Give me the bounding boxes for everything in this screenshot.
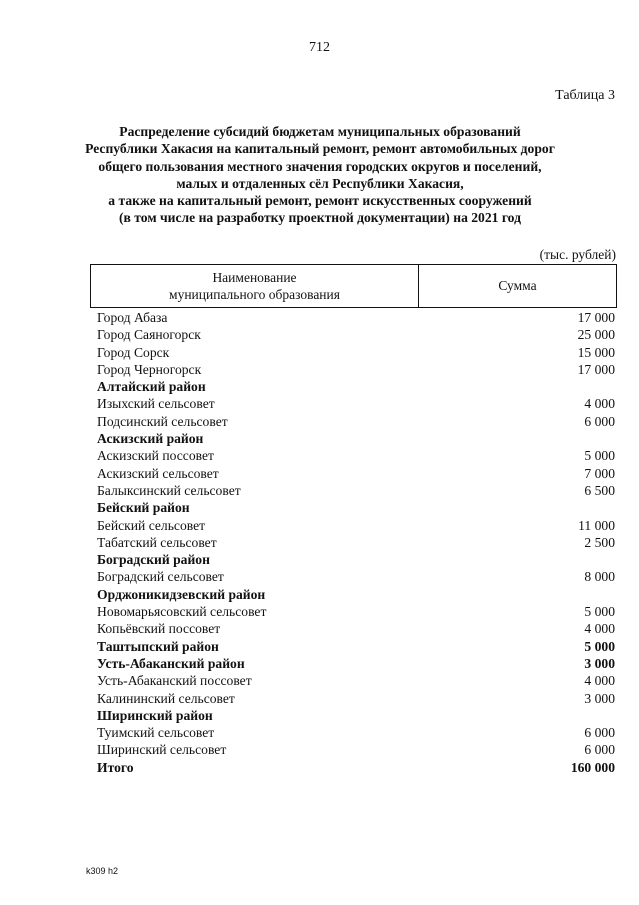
- table-row: [97, 447, 615, 464]
- title-line: Распределение субсидий бюджетам муниципальных образований: [119, 124, 521, 139]
- document-title: [78, 123, 562, 227]
- row-sum: 4 000: [584, 396, 615, 412]
- row-name: Табатский сельсовет: [97, 534, 217, 550]
- row-name: Усть-Абаканский район: [97, 655, 245, 671]
- row-name: Туимский сельсовет: [97, 725, 215, 741]
- row-name: Изыхский сельсовет: [97, 396, 215, 412]
- page-number: 712: [309, 40, 330, 55]
- table-row: [97, 309, 615, 326]
- row-sum: 25 000: [577, 327, 615, 343]
- row-name: Орджоникидзевский район: [97, 586, 266, 602]
- row-sum: 6 000: [584, 742, 615, 758]
- table-row: [97, 603, 615, 620]
- table-row: [97, 361, 615, 378]
- title-line: Республики Хакасия на капитальный ремонт, ремонт автомобильных дорог: [85, 141, 555, 157]
- row-name: Бейский район: [97, 500, 190, 516]
- row-sum: 5 000: [584, 604, 615, 620]
- row-name: Копьёвский поссовет: [97, 621, 221, 637]
- row-name: Алтайский район: [97, 379, 206, 395]
- row-name: Аскизский поссовет: [97, 448, 214, 464]
- row-sum: 4 000: [584, 621, 615, 637]
- row-name: Аскизский район: [97, 431, 204, 447]
- table-row: [97, 620, 615, 637]
- table-row: [97, 672, 615, 689]
- row-name: Подсинский сельсовет: [97, 413, 228, 429]
- row-name: Новомарьясовский сельсовет: [97, 604, 267, 620]
- title-line: общего пользования местного значения городских округов и поселений,: [98, 158, 542, 174]
- units-label: (тыс. рублей): [539, 247, 616, 262]
- row-sum: 17 000: [577, 361, 615, 377]
- row-sum: 3 000: [584, 655, 615, 671]
- row-name: Балыксинский сельсовет: [97, 482, 241, 498]
- row-name: Бейский сельсовет: [97, 517, 206, 533]
- table-row: [97, 499, 615, 516]
- row-name: Калининский сельсовет: [97, 690, 235, 706]
- row-name: Боградский сельсовет: [97, 569, 224, 585]
- title-line: (в том числе на разработку проектной документации) на 2021 год: [119, 210, 521, 226]
- title-line: малых и отдаленных сёл Республики Хакасия,: [176, 175, 464, 191]
- row-sum: 160 000: [570, 759, 615, 775]
- row-name: Ширинский сельсовет: [97, 742, 227, 758]
- row-name: Город Абаза: [97, 310, 168, 325]
- footer-code: k309 h2: [86, 866, 119, 876]
- row-name: Город Сорск: [97, 344, 170, 360]
- table-row: [97, 690, 615, 707]
- row-sum: 4 000: [584, 673, 615, 689]
- table-label: Таблица 3: [555, 88, 615, 103]
- row-name: Город Черногорск: [97, 361, 202, 377]
- table-row: [97, 655, 615, 672]
- row-sum: 2 500: [584, 534, 615, 550]
- row-sum: 6 000: [584, 413, 615, 429]
- table-row: [97, 395, 615, 412]
- table-row: [97, 638, 615, 655]
- header-name-line: муниципального образования: [169, 287, 340, 302]
- row-name: Усть-Абаканский поссовет: [97, 673, 252, 689]
- row-sum: 15 000: [577, 344, 615, 360]
- row-sum: 7 000: [584, 465, 615, 481]
- row-name: Ширинский район: [97, 707, 213, 723]
- table-row: [97, 482, 615, 499]
- table-row: [97, 326, 615, 343]
- table-body: [97, 309, 615, 776]
- row-name: Аскизский сельсовет: [97, 465, 219, 481]
- table-row: [97, 586, 615, 603]
- row-sum: 8 000: [584, 569, 615, 585]
- row-sum: 6 500: [584, 482, 615, 498]
- table-row: [97, 759, 615, 776]
- table-row: [97, 344, 615, 361]
- table-row: [97, 378, 615, 395]
- row-name: Боградский район: [97, 552, 210, 568]
- row-sum: 5 000: [584, 638, 615, 654]
- table-row: [97, 534, 615, 551]
- table-row: [97, 707, 615, 724]
- header-name-cell: [91, 265, 419, 307]
- table-row: [97, 568, 615, 585]
- table-row: [97, 551, 615, 568]
- header-sum-cell: Сумма: [498, 278, 537, 293]
- row-sum: 6 000: [584, 725, 615, 741]
- table-row: [97, 430, 615, 447]
- table-row: [97, 741, 615, 758]
- row-sum: 11 000: [578, 517, 615, 533]
- header-name-line: Наименование: [212, 270, 297, 285]
- table-row: [97, 724, 615, 741]
- table-row: [97, 517, 615, 534]
- row-sum: 3 000: [584, 690, 615, 706]
- row-name: Итого: [97, 759, 134, 775]
- row-sum: 17 000: [577, 310, 615, 325]
- row-name: Таштыпский район: [97, 638, 219, 654]
- row-name: Город Саяногорск: [97, 327, 201, 343]
- title-line: а также на капитальный ремонт, ремонт искусственных сооружений: [108, 193, 532, 209]
- table-row: [97, 465, 615, 482]
- row-sum: 5 000: [584, 448, 615, 464]
- table-header: [90, 264, 617, 308]
- table-row: [97, 413, 615, 430]
